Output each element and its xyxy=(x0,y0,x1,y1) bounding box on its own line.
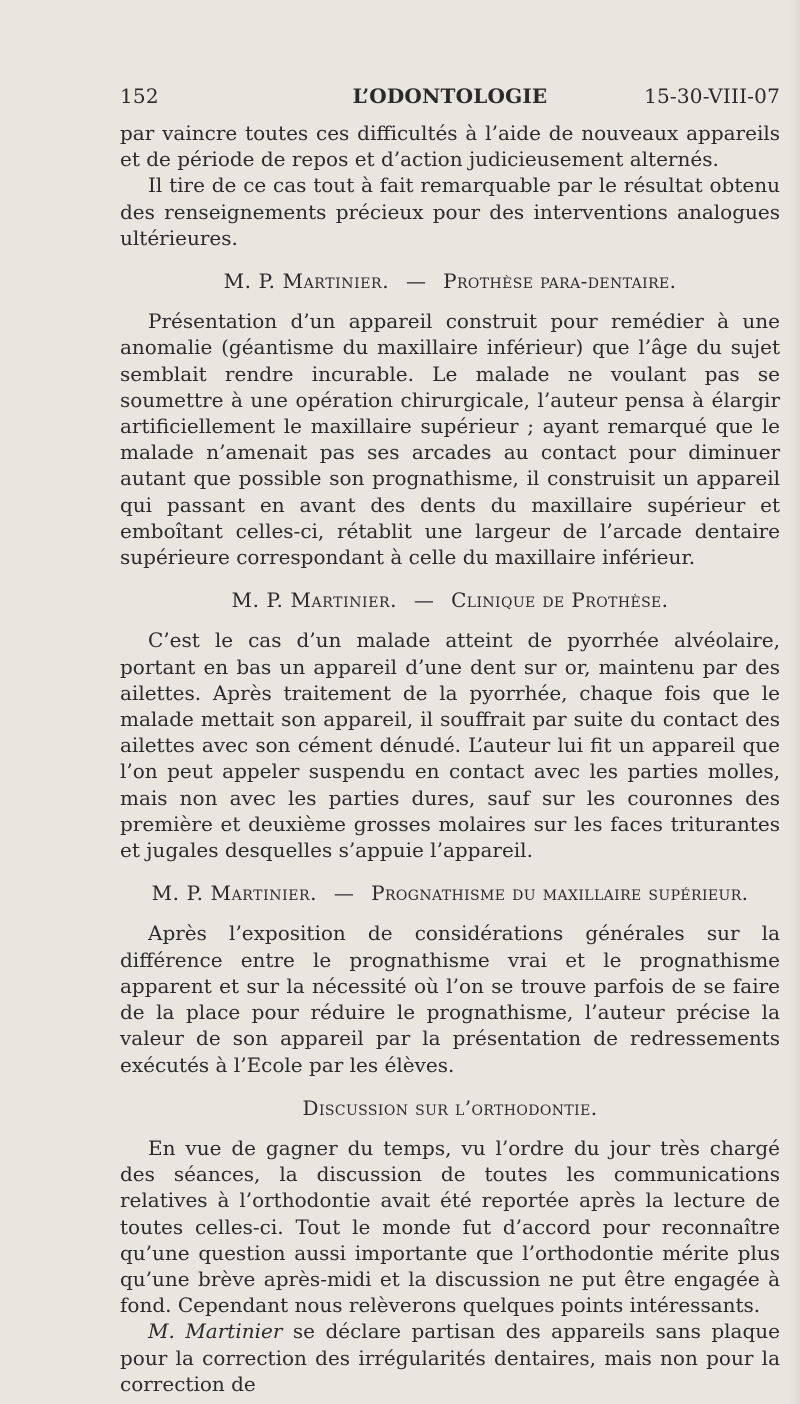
section-title: Prognathisme du maxillaire supérieur. xyxy=(371,881,749,906)
section-title: Prothèse para-dentaire. xyxy=(443,269,677,294)
spacer xyxy=(120,863,780,880)
section-author: M. P. Martinier. xyxy=(151,881,318,906)
section-author: M. P. Martinier. xyxy=(223,269,390,294)
intro-paragraph: Il tire de ce cas tout à fait remarquable par le résultat obtenu des renseignements précieux pour des interventions analogues ultérieures. xyxy=(120,173,780,250)
spacer xyxy=(120,613,780,627)
heading-dash: — xyxy=(333,881,355,906)
spacer xyxy=(120,1078,780,1095)
journal-title: L’ODONTOLOGIE xyxy=(352,84,548,108)
spacer xyxy=(120,906,780,920)
section-paragraph: Présentation d’un appareil construit pour remédier à une anomalie (géantisme du maxillaire inférieur) que l’âge du sujet semblait rendre incurable. Le malade ne voulant pas se soumettre à une opération chirurgicale, l’auteur pensa à élargir artificiellement le maxillaire supérieur ; ayant remarqué que le malade n’amenait pas ses arcades au contact pour diminuer autant que possible son prognathisme, il construisit un appareil qui passant en avant des dents du maxillaire supérieur et emboîtant celles-ci, rétablit une largeur de l’arcade dentaire supérieure correspondant à celle du maxillaire inférieur. xyxy=(120,309,780,570)
page-content xyxy=(120,120,780,1397)
section-heading-prothese-para-dentaire xyxy=(120,268,780,294)
section-heading-clinique-de-prothese xyxy=(120,587,780,613)
heading-dash: — xyxy=(413,588,435,613)
spacer xyxy=(120,1121,780,1135)
section-heading-prognathisme xyxy=(120,880,780,906)
person-name-italic: M. Martinier xyxy=(148,1319,283,1344)
intro-paragraph-continued: par vaincre toutes ces difficultés à l’aide de nouveaux appareils et de période de repos et d’action judicieusement alternés. xyxy=(120,121,780,172)
section-title: Clinique de Prothèse. xyxy=(451,588,669,613)
section-author: M. P. Martinier. xyxy=(231,588,398,613)
paragraph-text: se déclare partisan des appareils sans plaque pour la correction des irrégularités dentaires, mais non pour la correction de xyxy=(120,1319,780,1396)
heading-dash: — xyxy=(405,269,427,294)
section-heading-discussion xyxy=(120,1095,780,1121)
section-title: Discussion sur l’orthodontie. xyxy=(302,1095,598,1120)
spacer xyxy=(120,570,780,587)
spacer xyxy=(120,251,780,268)
page-number: 152 xyxy=(120,84,159,108)
issue-date: 15-30-VIII-07 xyxy=(644,84,780,108)
section-paragraph-continued xyxy=(120,1318,780,1397)
section-paragraph: C’est le cas d’un malade atteint de pyorrhée alvéolaire, portant en bas un appareil d’une dent sur or, maintenu par des ailettes. Après traitement de la pyorrhée, chaque fois que le malade mettait son appareil, il souffrait par suite du contact des ailettes avec son cément dénudé. L’auteur lui fit un appareil que l’on peut appeler suspendu en contact avec les parties molles, mais non avec les parties dures, sauf sur les couronnes des première et deuxième grosses molaires sur les faces triturantes et jugales desquelles s’appuie l’appareil. xyxy=(120,628,780,863)
spacer xyxy=(120,294,780,308)
section-paragraph: Après l’exposition de considérations générales sur la différence entre le prognathisme vrai et le prognathisme apparent et sur la nécessité où l’on se trouve parfois de se faire de la place pour réduire le prognathisme, l’auteur précise la valeur de son appareil par la présentation de redressements exécutés à l’Ecole par les élèves. xyxy=(120,921,780,1077)
section-paragraph: En vue de gagner du temps, vu l’ordre du jour très chargé des séances, la discussion de toutes les communications relatives à l’orthodontie avait été reportée après la lecture de toutes celles-ci. Tout le monde fut d’accord pour reconnaître qu’une question aussi importante que l’orthodontie mérite plus qu’une brève après-midi et la discussion ne put être engagée à fond. Cependant nous relèverons quelques points intéressants. xyxy=(120,1135,780,1318)
running-head xyxy=(120,84,780,112)
